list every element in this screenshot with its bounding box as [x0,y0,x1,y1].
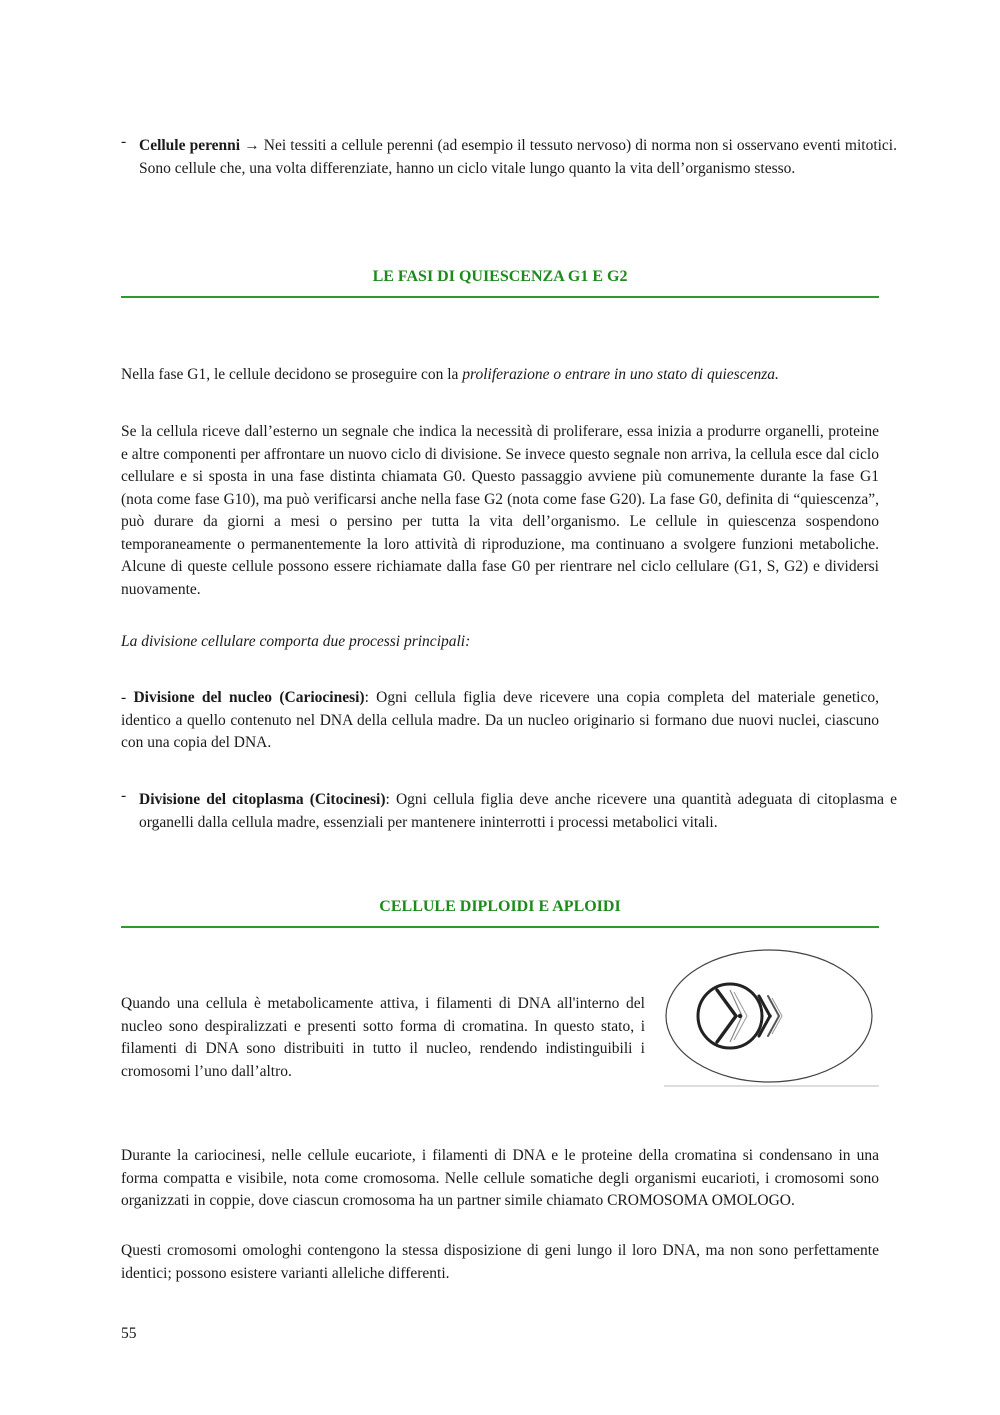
section-divider [121,926,879,928]
division-nucleus-title: Divisione del nucleo (Cariocinesi) [133,689,365,706]
section-divider [121,296,879,298]
quiescenza-text: Se la cellula riceve dall’esterno un segnale che indica la necessità di proliferare, essa inizia a produrre organelli, proteine e altre componenti per affrontare un nuovo ciclo di divisione. Se invece questo segnale non arriva, la cellula esce dal ciclo cellulare e si sposta in una fase distinta chiamata G0. Questo passaggio avviene più comunemente durante la fase G1 (nota come fase G10), ma può verificarsi anche nella fase G2 (nota come fase G20). La fase G0, definita di “quiescenza”, può durare da giorni a mesi o persino per tutta la vita dell’organismo. Le cellule in quiescenza sospendono temporaneamente o permanentemente la loro attività di riproduzione, ma continuano a svolgere funzioni metaboliche. Alcune di queste cellule possono essere richiamate dalla fase G0 per rientrare nel ciclo cellulare (G1, S, G2) e dividersi nuovamente. [121,423,879,598]
intro-paragraph [121,364,879,387]
bullet-title: Cellule perenni [139,137,241,154]
division-intro [121,631,879,654]
bullet-dash: - [121,787,127,804]
quiescenza-paragraph [121,421,879,601]
omologhi-paragraph [121,1240,879,1285]
section-heading-quiescenza: LE FASI DI QUIESCENZA G1 E G2 [372,268,628,285]
division-nucleus-item [121,687,879,755]
section-heading-diploidi: CELLULE DIPLOIDI E APLOIDI [379,898,621,915]
cromatina-text: Quando una cellula è metabolicamente attiva, i filamenti di DNA all'interno del nucleo sono despiralizzati e presenti sotto forma di cromatina. In questo stato, i filamenti di DNA sono distribuiti in tutto il nucleo, rendendo indistinguibili i cromosomi l’uno dall’altro. [121,995,645,1080]
division-nucleus-text: : Ogni cellula figlia deve ricevere una copia completa del materiale genetico, identico a quello contenuto nel DNA della cellula madre. Da un nucleo originario si formano due nuovi nuclei, ciascuno con una copia del DNA. [121,689,879,751]
division-cytoplasm-text: : Ogni cellula figlia deve anche ricevere una quantità adeguata di citoplasma e organelli dalla cellula madre, essenziali per mantenere ininterrotti i processi metabolici vitali. [139,791,897,831]
division-cytoplasm-item [121,789,897,834]
bullet-text [139,135,897,180]
division-cytoplasm-title: Divisione del citoplasma (Citocinesi) [139,791,386,808]
omologhi-text: Questi cromosomi omologhi contengono la stessa disposizione di geni lungo il loro DNA, ma non sono perfettamente identici; possono esistere varianti alleliche differenti. [121,1242,879,1282]
page-number: 55 [121,1325,137,1342]
intro-italic: proliferazione o entrare in uno stato di quiescenza. [462,366,779,383]
cariocinesi-text: Durante la cariocinesi, nelle cellule eucariote, i filamenti di DNA e le proteine della cromatina si condensano in una forma compatta e visibile, nota come cromosoma. Nelle cellule somatiche degli organismi eucarioti, i cromosomi sono organizzati in coppie, dove ciascun cromosoma ha un partner simile chiamato CROMOSOMA OMOLOGO. [121,1147,879,1209]
bullet-body: Nei tessiti a cellule perenni (ad esempio il tessuto nervoso) di norma non si osservano eventi mitotici. Sono cellule che, una volta differenziate, hanno un ciclo vitale lungo quanto la vita dell’organismo stesso. [139,137,897,177]
division-intro-text: La divisione cellulare comporta due processi principali: [121,633,471,650]
cariocinesi-paragraph [121,1145,879,1213]
nucleus-figure [662,940,879,1088]
cell-nucleus-chromosomes-illustration-icon [662,940,879,1088]
list-dash: - [121,689,127,706]
arrow-icon: → [244,137,260,154]
bullet-dash: - [121,133,127,150]
intro-plain: Nella fase G1, le cellule decidono se proseguire con la [121,366,463,383]
cromatina-paragraph [121,993,645,1083]
bullet-cellule-perenni [121,135,897,180]
